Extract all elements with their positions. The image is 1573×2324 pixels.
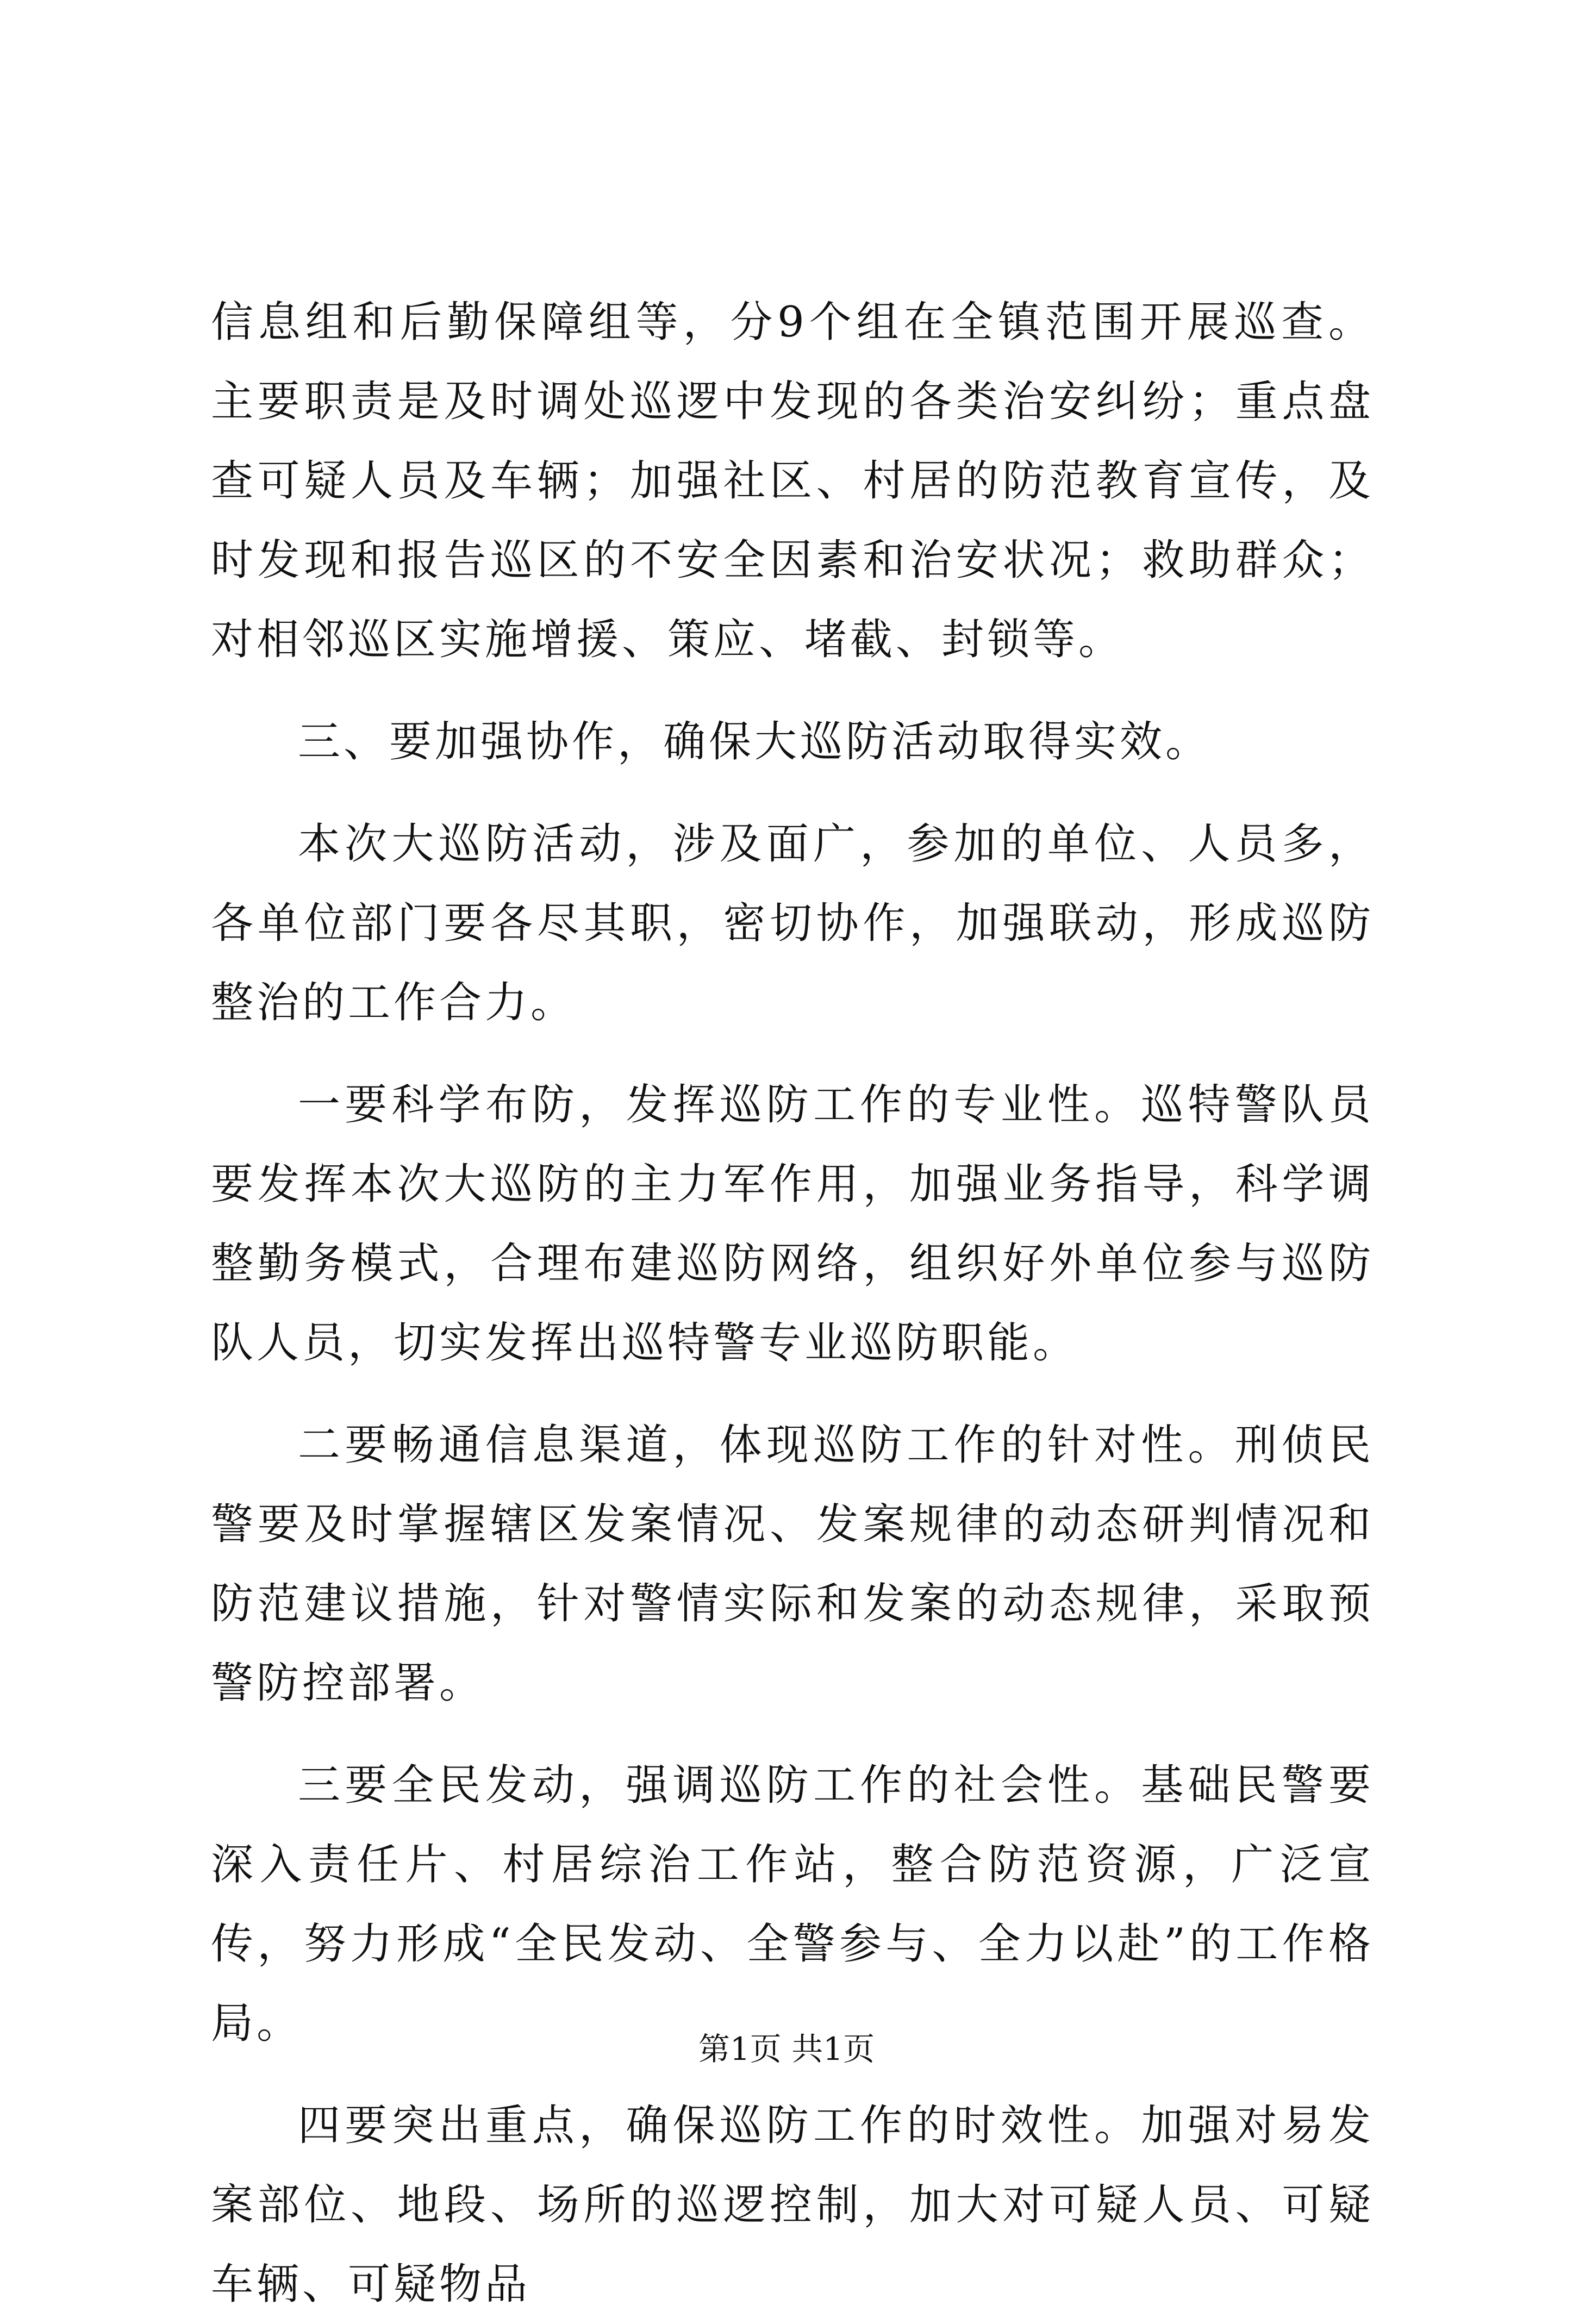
paragraph-3: 本次大巡防活动，涉及面广，参加的单位、人员多，各单位部门要各尽其职，密切协作，加强联动，形成巡防整治的工作合力。 <box>211 820 1374 1027</box>
paragraph-2: 三、要加强协作，确保大巡防活动取得实效。 <box>298 717 1212 766</box>
paragraph-6: 三要全民发动，强调巡防工作的社会性。基础民警要深入责任片、村居综治工作站，整合防范资源，广泛宣传，努力形成“全民发动、全警参与、全力以赴”的工作格局。 <box>211 1761 1374 2048</box>
paragraph-7: 四要突出重点，确保巡防工作的时效性。加强对易发案部位、地段、场所的巡逻控制，加大对可疑人员、可疑车辆、可疑物品 <box>211 2101 1374 2309</box>
paragraph-1: 信息组和后勤保障组等，分9个组在全镇范围开展巡查。主要职责是及时调处巡逻中发现的各类治安纠纷；重点盘查可疑人员及车辆；加强社区、村居的防范教育宣传，及时发现和报告巡区的不安全因素和治安状况；救助群众；对相邻巡区实施增援、策应、堵截、封锁等。 <box>211 298 1374 664</box>
paragraph-4: 一要科学布防，发挥巡防工作的专业性。巡特警队员要发挥本次大巡防的主力军作用，加强业务指导，科学调整勤务模式，合理布建巡防网络，组织好外单位参与巡防队人员，切实发挥出巡特警专业巡防职能。 <box>211 1080 1374 1367</box>
page-footer: 第1页 共1页 <box>698 2031 875 2067</box>
document-body <box>211 283 1374 2324</box>
paragraph-5: 二要畅通信息渠道，体现巡防工作的针对性。刑侦民警要及时掌握辖区发案情况、发案规律的动态研判情况和防范建议措施，针对警情实际和发案的动态规律，采取预警防控部署。 <box>211 1421 1374 1708</box>
